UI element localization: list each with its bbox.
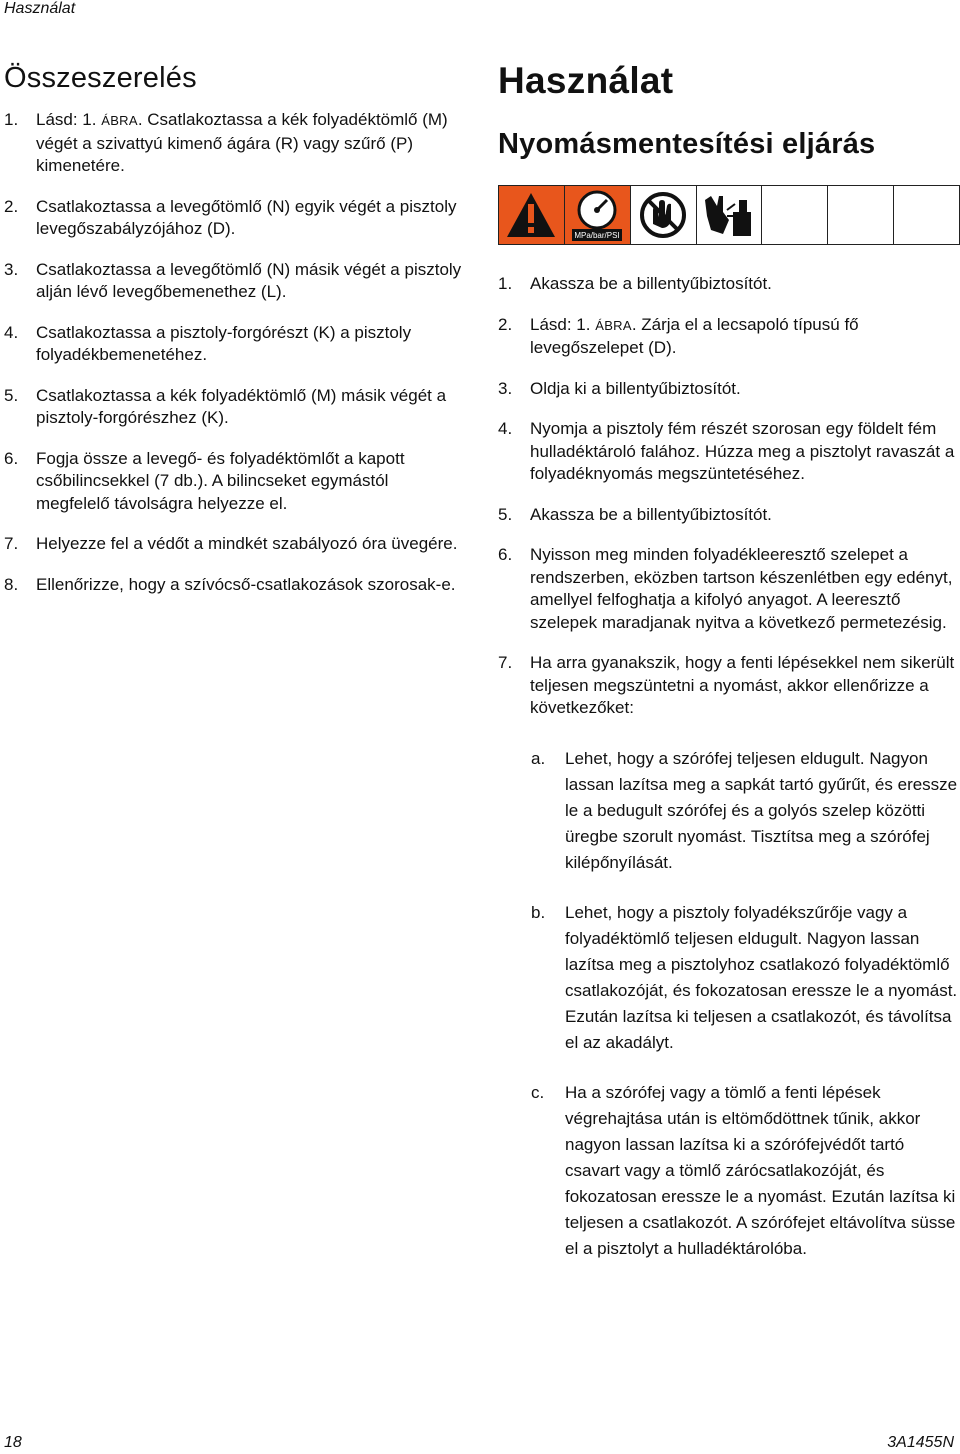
skin-injection-icon xyxy=(697,186,763,244)
blank-icon-cell xyxy=(762,186,828,244)
gauge-unit-label: MPa/bar/PSI xyxy=(574,231,620,240)
figure-ref: ÁBRA xyxy=(595,317,632,333)
list-item xyxy=(4,259,464,304)
step-prefix: Lásd: 1. xyxy=(530,314,596,334)
document-code: 3A1455N xyxy=(887,1434,954,1451)
list-item xyxy=(4,448,464,516)
no-hand-spray-icon xyxy=(631,186,697,244)
pressure-gauge-icon xyxy=(565,186,631,244)
list-item xyxy=(4,533,464,556)
step-text: Akassza be a billentyűbiztosítót. xyxy=(530,504,772,524)
usage-title: Használat xyxy=(498,60,674,101)
running-header: Használat xyxy=(4,0,76,17)
list-item xyxy=(498,746,958,876)
step-prefix: Lásd: 1. xyxy=(36,110,102,129)
list-item xyxy=(4,322,464,367)
list-item xyxy=(498,504,958,527)
page-number: 18 xyxy=(4,1434,22,1451)
substep-letter: b. xyxy=(531,902,546,922)
step-text: . Zárja el a lecsapoló típusú fő levegőszelepet (D). xyxy=(530,314,859,357)
step-number: 3. xyxy=(498,378,513,398)
step-number: 1. xyxy=(4,110,19,129)
step-number: 5. xyxy=(4,385,19,405)
step-text: Helyezze fel a védőt a mindkét szabályozó óra üvegére. xyxy=(36,534,458,553)
step-text: Nyisson meg minden folyadékleeresztő szelepet a rendszerben, eközben tartson készenlétben egy edényt, amellyel felfoghatja a kifolyó anyagot. A leeresztő szelepek maradjanak nyitva a következő permetezésig. xyxy=(530,545,953,632)
step-number: 6. xyxy=(4,448,19,468)
step-number: 6. xyxy=(498,545,513,564)
pressure-relief-heading: Nyomásmentesítési eljárás xyxy=(498,128,876,160)
list-item xyxy=(498,900,958,1056)
assembly-section xyxy=(4,62,464,614)
step-number: 2. xyxy=(4,196,19,216)
list-item xyxy=(498,378,958,401)
substep-text: Lehet, hogy a szórófej teljesen eldugult. Nagyon lassan lazítsa meg a sapkát tartó gyűrűt, és eressze le a bedugult szórófej és a golyós szelep közötti üregbe szorult nyomást. Tisztítsa meg a szórófej kilépőnyílását. xyxy=(565,748,958,872)
substep-letter: a. xyxy=(531,748,546,768)
usage-section xyxy=(498,60,958,1286)
figure-ref: ÁBRA xyxy=(101,113,138,128)
step-number: 5. xyxy=(498,504,513,524)
step-text: . Csatlakoztassa a kék folyadéktömlő (M) végét a szivattyú kimenő ágára (R) vagy szűrő (P) kimenetére. xyxy=(36,110,448,175)
list-item xyxy=(498,652,958,720)
blank-icon-cell xyxy=(894,186,959,244)
warning-icon-strip xyxy=(498,185,960,245)
step-text: Fogja össze a levegő- és folyadéktömlőt a kapott csőbilincsekkel (7 db.). A bilincseket egymástól megfelelő távolságra helyezze el. xyxy=(36,448,405,513)
step-text: Ellenőrizze, hogy a szívócső-csatlakozások szorosak-e. xyxy=(36,574,456,594)
list-item xyxy=(4,385,464,430)
step-text: Csatlakoztassa a pisztoly-forgórészt (K) a pisztoly folyadékbemenetéhez. xyxy=(36,322,412,364)
step-number: 3. xyxy=(4,259,19,279)
step-text: Csatlakoztassa a levegőtömlő (N) másik végét a pisztoly alján lévő levegőbemenethez (L). xyxy=(36,259,462,301)
warning-triangle-icon xyxy=(499,186,565,244)
step-number: 1. xyxy=(498,274,513,293)
step-number: 4. xyxy=(4,322,19,342)
assembly-heading: Összeszerelés xyxy=(4,62,197,94)
substep-text: Lehet, hogy a pisztoly folyadékszűrője vagy a folyadéktömlő teljesen eldugult. Nagyon lassan lazítsa meg a pisztolyhoz csatlakozó folyadéktömlő csatlakozóját, és fokozatosan eressze le a nyomást. Ezután lazítsa ki teljesen a csatlakozót, és távolítsa el az akadályt. xyxy=(565,902,958,1052)
list-item xyxy=(498,314,958,360)
step-text: Csatlakoztassa a levegőtömlő (N) egyik végét a pisztoly levegőszabályzójához (D). xyxy=(36,196,457,238)
list-item xyxy=(498,273,958,296)
step-text: Oldja ki a billentyűbiztosítót. xyxy=(530,378,741,398)
step-text: Akassza be a billentyűbiztosítót. xyxy=(530,274,772,293)
step-number: 4. xyxy=(498,419,513,438)
assembly-steps xyxy=(4,109,464,596)
list-item xyxy=(498,1080,958,1262)
step-number: 2. xyxy=(498,314,513,334)
list-item xyxy=(4,574,464,597)
step-number: 7. xyxy=(4,534,19,553)
substep-text: Ha a szórófej vagy a tömlő a fenti lépések végrehajtása után is eltömődöttnek tűnik, akkor nagyon lassan lazítsa ki a szórófejvédőt tartó csavart vagy a tömlő zárócsatlakozóját, és fokozatosan eressze le a nyomást. Ezután lazítsa ki teljesen a csatlakozót. A szórófejet eltávolítva süsse el a pisztolyt a hulladéktárolóba. xyxy=(565,1082,956,1258)
list-item xyxy=(4,196,464,241)
check-substeps xyxy=(498,746,958,1262)
step-text: Nyomja a pisztoly fém részét szorosan egy földelt fém hulladéktároló falához. Húzza meg a pisztolyt ravaszát a folyadéknyomás megszüntetéséhez. xyxy=(530,419,955,483)
list-item xyxy=(498,418,958,486)
step-text: Csatlakoztassa a kék folyadéktömlő (M) másik végét a pisztoly-forgórészhez (K). xyxy=(36,385,447,427)
step-number: 8. xyxy=(4,574,19,594)
list-item xyxy=(498,544,958,634)
pressure-relief-steps xyxy=(498,273,958,720)
blank-icon-cell xyxy=(828,186,894,244)
list-item xyxy=(4,109,464,178)
substep-letter: c. xyxy=(531,1082,545,1102)
step-text: Ha arra gyanakszik, hogy a fenti lépésekkel nem sikerült teljesen megszüntetni a nyomást, akkor ellenőrizze a következőket: xyxy=(530,653,955,717)
step-number: 7. xyxy=(498,653,513,672)
